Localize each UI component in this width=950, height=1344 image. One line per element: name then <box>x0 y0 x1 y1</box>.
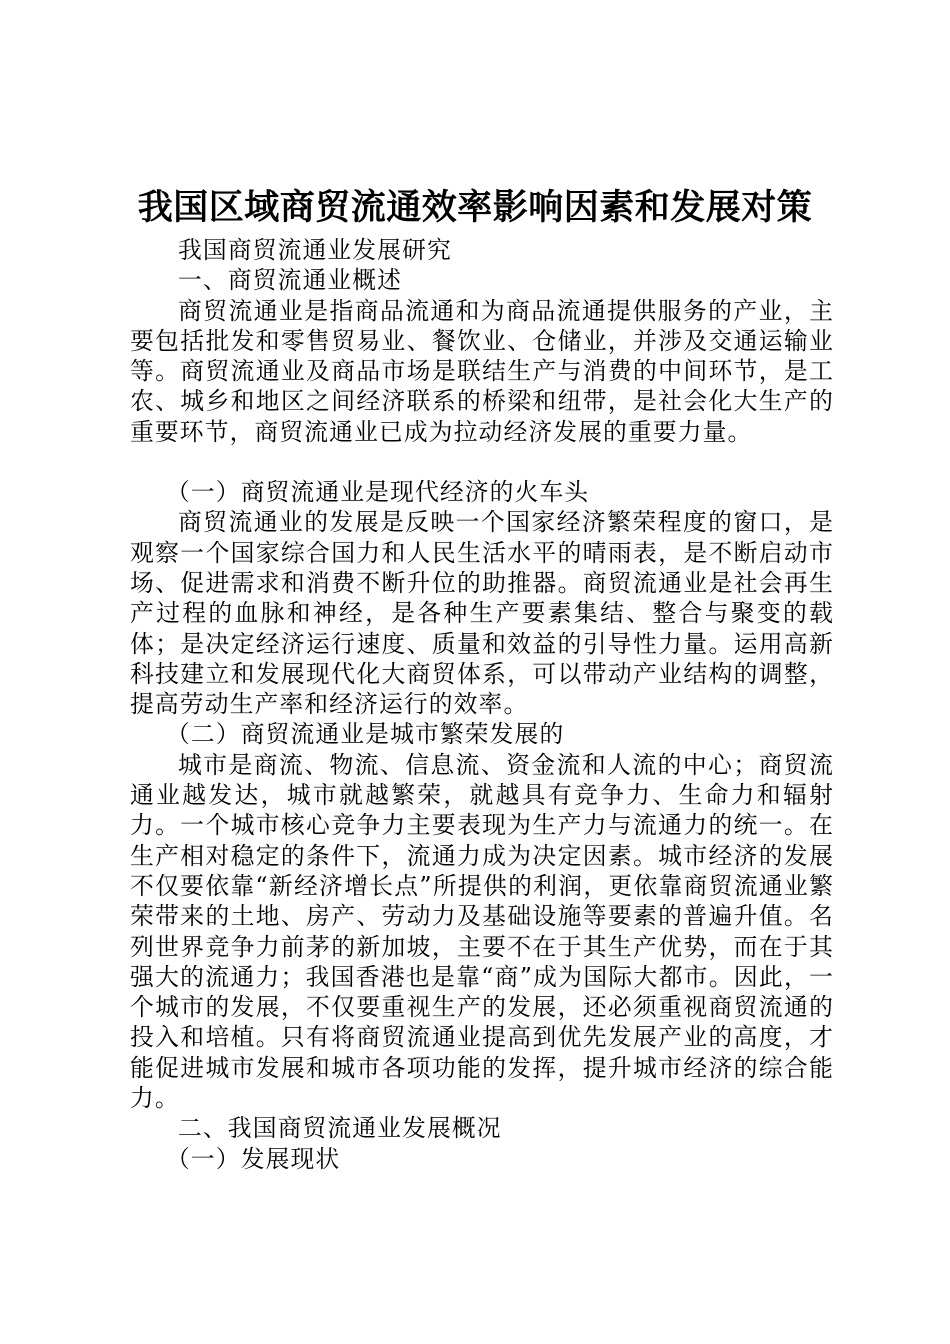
section-heading-status: 二、我国商贸流通业发展概况 <box>178 1114 502 1143</box>
paragraph-subtitle: 我国商贸流通业发展研究 <box>178 236 452 264</box>
section-heading-overview: 一、商贸流通业概述 <box>178 266 403 295</box>
document-body <box>130 235 834 1174</box>
subsection-heading-city: （二）商贸流通业是城市繁荣发展的 <box>166 720 565 749</box>
paragraph-definition: 商贸流通业是指商品流通和为商品流通提供服务的产业，主要包括批发和零售贸易业、餐饮业、仓储业，并涉及交通运输业等。商贸流通业及商品市场是联结生产与消费的中间环节，是工农、城乡和地区之间经济联系的桥梁和纽带，是社会化大生产的重要环节，商贸流通业已成为拉动经济发展的重要力量。 <box>130 296 834 446</box>
paragraph-spacer <box>130 447 834 477</box>
subsection-heading-current: （一）发展现状 <box>166 1144 341 1173</box>
document-title: 我国区域商贸流通效率影响因素和发展对策 <box>137 188 813 228</box>
paragraph-city: 城市是商流、物流、信息流、资金流和人流的中心；商贸流通业越发达，城市就越繁荣，就越具有竞争力、生命力和辐射力。一个城市核心竞争力主要表现为生产力与流通力的统一。在生产相对稳定的条件下，流通力成为决定因素。城市经济的发展不仅要依靠“新经济增长点”所提供的利润，更依靠商贸流通业繁荣带来的土地、房产、劳动力及基础设施等要素的普遍升值。名列世界竞争力前茅的新加坡，主要不在于其生产优势，而在于其强大的流通力；我国香港也是靠“商”成为国际大都市。因此，一个城市的发展，不仅要重视生产的发展，还必须重视商贸流通的投入和培植。只有将商贸流通业提高到优先发展产业的高度，才能促进城市发展和城市各项功能的发挥，提升城市经济的综合能力。 <box>130 750 834 1113</box>
paragraph-locomotive: 商贸流通业的发展是反映一个国家经济繁荣程度的窗口，是观察一个国家综合国力和人民生活水平的晴雨表，是不断启动市场、促进需求和消费不断升位的助推器。商贸流通业是社会再生产过程的血脉和神经，是各种生产要素集结、整合与聚变的载体；是决定经济运行速度、质量和效益的引导性力量。运用高新科技建立和发展现代化大商贸体系，可以带动产业结构的调整，提高劳动生产率和经济运行的效率。 <box>130 508 834 719</box>
subsection-heading-locomotive: （一）商贸流通业是现代经济的火车头 <box>166 478 590 507</box>
